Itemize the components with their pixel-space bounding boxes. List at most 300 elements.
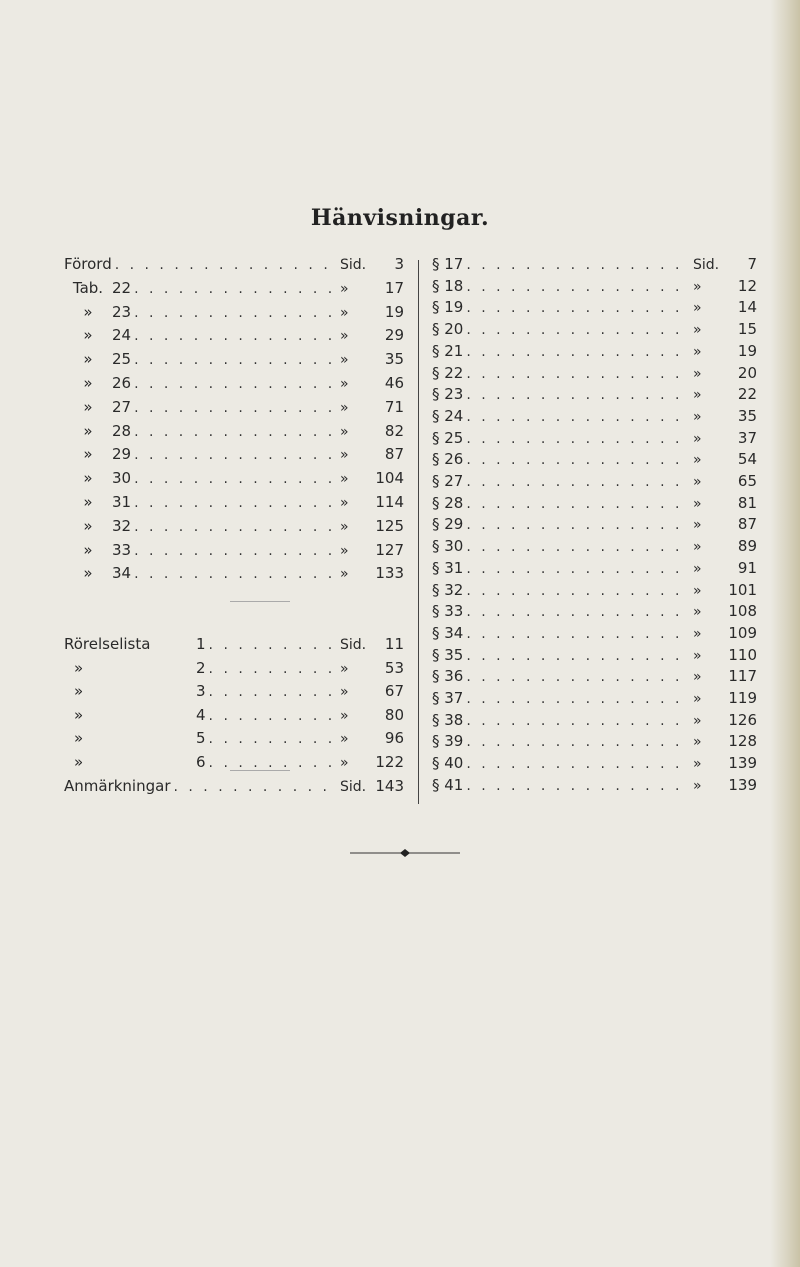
page-unit: »	[340, 566, 349, 583]
index-label	[432, 407, 463, 425]
page-unit: »	[693, 691, 702, 707]
page-unit: »	[693, 278, 702, 295]
leader-dots	[466, 366, 690, 382]
page-unit: Sid.	[340, 257, 367, 273]
index-entry: 31	[112, 493, 132, 511]
page-number: 109	[728, 623, 757, 642]
page-unit: Sid.	[693, 257, 720, 273]
page-unit: »	[693, 408, 702, 425]
index-label	[432, 646, 463, 664]
index-label	[432, 320, 463, 338]
page-number: 22	[737, 385, 757, 404]
leader-dots	[466, 756, 690, 772]
index-row	[432, 255, 757, 277]
page-number: 101	[728, 580, 757, 599]
index-row	[432, 277, 757, 299]
index-entry: 33	[112, 540, 132, 559]
index-row	[64, 635, 404, 657]
leader-dots	[209, 684, 337, 700]
index-label	[64, 777, 171, 795]
index-row	[64, 422, 404, 444]
page-unit: »	[340, 423, 349, 440]
index-entry: § 37	[432, 689, 464, 707]
index-row	[64, 303, 404, 325]
page-unit: »	[693, 300, 702, 317]
leader-dots	[134, 447, 337, 463]
ornament-divider	[350, 848, 460, 858]
page-number: 46	[384, 374, 404, 392]
index-row	[432, 776, 757, 798]
index-entry: 6	[196, 752, 206, 771]
index-label	[64, 729, 206, 747]
index-label	[64, 753, 206, 771]
page-unit: »	[340, 280, 349, 297]
index-prefix: »	[83, 421, 93, 440]
leader-dots	[466, 322, 690, 338]
index-label	[432, 754, 463, 772]
index-entry: § 33	[432, 602, 464, 621]
page-unit: »	[340, 399, 349, 416]
page-number: 133	[375, 564, 404, 583]
index-entry: § 23	[432, 385, 464, 404]
index-entry: 34	[112, 564, 132, 583]
index-row	[432, 732, 757, 754]
page-number: 125	[375, 516, 404, 535]
index-entry: 26	[112, 374, 132, 392]
index-row	[432, 385, 757, 407]
page-number: 117	[728, 667, 757, 686]
leader-dots	[466, 300, 690, 316]
leader-dots	[209, 637, 337, 653]
leader-dots	[134, 543, 337, 559]
page-unit: »	[340, 542, 349, 559]
index-prefix: Rörelselista	[64, 635, 151, 653]
page-title: Hänvisningar.	[310, 205, 490, 231]
index-entry: 22	[112, 278, 132, 297]
index-label	[64, 517, 131, 535]
page-number: 14	[737, 298, 757, 317]
page-number: 128	[728, 732, 757, 751]
page-number: 35	[737, 406, 757, 425]
leader-dots	[134, 376, 337, 392]
leader-dots	[134, 352, 337, 368]
page-unit: »	[693, 322, 702, 339]
page-number: 20	[737, 363, 757, 382]
page-number: 17	[384, 278, 404, 297]
index-prefix: »	[74, 752, 84, 771]
index-entry: § 29	[432, 515, 464, 534]
page-number: 96	[384, 729, 404, 747]
index-entry: § 20	[432, 320, 464, 339]
page-unit: »	[340, 731, 349, 747]
index-prefix: Tab.	[72, 278, 104, 297]
index-row	[432, 494, 757, 516]
page-unit: »	[693, 495, 702, 512]
index-entry: § 39	[432, 732, 464, 751]
index-label	[64, 422, 131, 440]
page-number: 126	[728, 710, 757, 729]
index-row	[64, 493, 404, 515]
index-row	[64, 682, 404, 704]
index-row	[64, 517, 404, 539]
page-unit: »	[693, 756, 702, 773]
index-prefix: »	[83, 397, 93, 416]
index-label	[432, 667, 463, 685]
index-entry: § 17	[432, 255, 464, 273]
leader-dots	[466, 583, 690, 599]
index-label	[432, 494, 463, 512]
index-label	[432, 689, 463, 707]
index-entry: § 21	[432, 341, 464, 360]
page-number: 87	[737, 515, 757, 534]
page-unit: »	[693, 625, 702, 642]
page-unit: »	[340, 304, 349, 321]
index-row	[432, 667, 757, 689]
index-label	[64, 564, 131, 582]
index-prefix: »	[83, 469, 93, 488]
index-entry: § 18	[432, 276, 464, 295]
index-label	[64, 541, 131, 559]
page-unit: »	[693, 474, 702, 490]
index-prefix: »	[83, 516, 93, 535]
index-row	[64, 659, 404, 681]
index-label	[64, 303, 131, 321]
leader-dots	[466, 496, 690, 512]
page-unit: »	[693, 712, 702, 729]
index-label	[432, 515, 463, 533]
page-unit: »	[693, 734, 702, 751]
page-number: 29	[384, 326, 404, 345]
page-unit: »	[340, 495, 349, 511]
page-unit: »	[693, 669, 702, 686]
index-entry: Förord	[64, 255, 112, 273]
page-unit: »	[693, 582, 702, 599]
index-prefix: »	[83, 564, 93, 583]
leader-dots	[466, 604, 690, 620]
page-unit: »	[693, 604, 702, 621]
leader-dots	[466, 734, 690, 750]
index-entry: § 35	[432, 645, 464, 664]
leader-dots	[174, 779, 338, 795]
index-prefix: »	[74, 658, 84, 677]
leader-dots	[466, 561, 690, 577]
index-row	[64, 350, 404, 372]
index-row	[432, 537, 757, 559]
index-label	[432, 581, 463, 599]
index-label	[432, 364, 463, 382]
index-row	[432, 624, 757, 646]
page-unit: »	[340, 660, 349, 677]
separator-line	[230, 601, 290, 602]
index-entry: § 31	[432, 558, 464, 577]
separator-line	[230, 770, 290, 771]
index-row	[64, 564, 404, 586]
page-number: 127	[375, 540, 404, 559]
leader-dots	[466, 778, 690, 794]
page-number: 108	[728, 602, 757, 621]
index-row	[64, 469, 404, 491]
index-row	[432, 689, 757, 711]
page-number: 19	[737, 341, 757, 360]
leader-dots	[134, 305, 337, 321]
leader-dots	[466, 669, 690, 685]
page-number: 7	[747, 255, 757, 273]
index-row	[432, 342, 757, 364]
index-label	[64, 326, 131, 344]
column-divider	[418, 260, 419, 804]
page-unit: »	[340, 447, 349, 464]
index-label	[432, 450, 463, 468]
index-row	[432, 450, 757, 472]
page-number: 53	[384, 658, 404, 677]
index-prefix: »	[74, 682, 84, 700]
page-unit: »	[340, 707, 349, 724]
page-number: 19	[384, 302, 404, 321]
index-entry: § 30	[432, 537, 464, 556]
page-unit: »	[340, 352, 349, 369]
index-entry: 24	[112, 326, 132, 345]
page-number: 65	[737, 472, 757, 490]
page-unit: »	[693, 387, 702, 404]
index-label	[432, 472, 463, 490]
leader-dots	[466, 257, 690, 273]
index-entry: 29	[112, 445, 132, 464]
index-label	[64, 350, 131, 368]
index-label	[432, 255, 463, 273]
index-row	[432, 646, 757, 668]
leader-dots	[466, 713, 690, 729]
page-number: 119	[728, 689, 757, 707]
index-entry: § 22	[432, 363, 464, 382]
leader-dots	[466, 539, 690, 555]
index-row	[64, 706, 404, 728]
page-unit: »	[340, 518, 349, 535]
index-row	[432, 515, 757, 537]
index-entry: 23	[112, 302, 132, 321]
index-row	[432, 559, 757, 581]
leader-dots	[209, 661, 337, 677]
index-row	[432, 429, 757, 451]
right-index-column	[432, 255, 757, 815]
index-entry: 5	[196, 729, 206, 747]
page-number: 67	[384, 682, 404, 700]
index-entry: § 26	[432, 450, 464, 469]
leader-dots	[115, 257, 337, 273]
index-label	[432, 732, 463, 750]
page-unit: »	[693, 560, 702, 577]
page-unit: »	[340, 754, 349, 771]
leader-dots	[466, 344, 690, 360]
leader-dots	[466, 279, 690, 295]
index-row	[432, 320, 757, 342]
index-row	[432, 754, 757, 776]
leader-dots	[134, 566, 337, 582]
page-number: 82	[384, 421, 404, 440]
page-unit: Sid.	[340, 637, 367, 653]
index-entry: § 19	[432, 298, 464, 317]
page-number: 15	[737, 320, 757, 339]
leader-dots	[466, 691, 690, 707]
page-number: 122	[375, 752, 404, 771]
index-entry: § 25	[432, 428, 464, 447]
index-row	[432, 581, 757, 603]
page-number: 91	[737, 558, 757, 577]
page-unit: »	[340, 376, 349, 392]
index-entry: 27	[112, 397, 132, 416]
page-number: 110	[728, 645, 757, 664]
page-number: 12	[737, 276, 757, 295]
index-row	[432, 602, 757, 624]
index-label	[64, 398, 131, 416]
index-prefix: »	[74, 705, 84, 724]
index-label	[432, 429, 463, 447]
leader-dots	[466, 409, 690, 425]
page-number: 139	[728, 775, 757, 794]
index-row	[64, 753, 404, 775]
index-entry: 30	[112, 469, 132, 488]
index-entry: § 38	[432, 710, 464, 729]
index-label	[64, 445, 131, 463]
index-label	[432, 776, 463, 794]
index-label	[64, 374, 131, 392]
index-label	[432, 277, 463, 295]
page-number: 80	[384, 705, 404, 724]
index-prefix: »	[83, 302, 93, 321]
page-edge-shadow	[770, 0, 800, 1267]
page-number: 139	[728, 754, 757, 773]
index-entry: Anmärkningar	[64, 777, 171, 795]
index-label	[432, 624, 463, 642]
index-entry: § 24	[432, 406, 464, 425]
page-unit: »	[693, 452, 702, 469]
index-label	[64, 635, 206, 653]
index-label	[64, 659, 206, 677]
index-row	[64, 541, 404, 563]
page-unit: »	[340, 684, 349, 700]
page-unit: »	[693, 647, 702, 664]
page-unit: »	[340, 471, 349, 488]
index-prefix: »	[74, 729, 84, 747]
index-row	[64, 398, 404, 420]
leader-dots	[209, 755, 337, 771]
index-prefix: »	[83, 493, 93, 511]
leader-dots	[134, 519, 337, 535]
index-entry: 32	[112, 516, 132, 535]
index-label	[64, 682, 206, 700]
index-entry: 1	[196, 635, 206, 653]
page-number: 37	[737, 428, 757, 447]
index-row	[64, 374, 404, 396]
leader-dots	[134, 471, 337, 487]
index-label	[64, 469, 131, 487]
index-entry: § 27	[432, 472, 464, 490]
page-unit: »	[693, 343, 702, 360]
leader-dots	[134, 281, 337, 297]
index-row	[432, 407, 757, 429]
leader-dots	[466, 387, 690, 403]
index-label	[64, 493, 131, 511]
index-row	[64, 326, 404, 348]
index-label	[432, 602, 463, 620]
leader-dots	[466, 626, 690, 642]
leader-dots	[209, 731, 337, 747]
index-row	[432, 711, 757, 733]
page-number: 54	[737, 450, 757, 469]
left-index-column	[64, 255, 404, 815]
index-prefix: »	[83, 445, 93, 464]
page-number: 11	[384, 635, 404, 653]
page-number: 87	[384, 445, 404, 464]
leader-dots	[466, 431, 690, 447]
page-unit: »	[693, 777, 702, 794]
page-number: 114	[375, 493, 404, 511]
index-entry: 28	[112, 421, 132, 440]
leader-dots	[466, 452, 690, 468]
index-row	[64, 279, 404, 301]
index-row	[432, 298, 757, 320]
page-number: 89	[737, 537, 757, 556]
page-unit: »	[340, 328, 349, 345]
index-prefix: »	[83, 326, 93, 345]
leader-dots	[209, 708, 337, 724]
index-prefix: »	[83, 350, 93, 369]
index-label	[432, 298, 463, 316]
index-label	[432, 537, 463, 555]
index-label	[64, 706, 206, 724]
leader-dots	[466, 517, 690, 533]
page-unit: »	[693, 430, 702, 447]
leader-dots	[134, 328, 337, 344]
leader-dots	[134, 424, 337, 440]
index-entry: 4	[196, 705, 206, 724]
page-number: 3	[394, 255, 404, 273]
page-number: 35	[384, 350, 404, 369]
index-label	[432, 559, 463, 577]
index-label	[64, 255, 112, 273]
leader-dots	[466, 474, 690, 490]
index-row	[64, 729, 404, 751]
page-number: 104	[375, 469, 404, 488]
index-prefix: »	[83, 374, 93, 392]
page-unit: »	[693, 517, 702, 534]
index-entry: § 36	[432, 667, 464, 686]
page-number: 143	[375, 777, 404, 795]
index-row	[432, 472, 757, 494]
page-unit: »	[693, 539, 702, 556]
leader-dots	[134, 495, 337, 511]
index-entry: § 28	[432, 493, 464, 512]
index-label	[432, 711, 463, 729]
index-entry: § 32	[432, 580, 464, 599]
index-row	[64, 255, 404, 277]
index-entry: § 41	[432, 775, 464, 794]
index-label	[64, 279, 131, 297]
page-unit: Sid.	[340, 779, 367, 795]
page-number: 71	[384, 397, 404, 416]
index-row	[64, 445, 404, 467]
index-entry: § 34	[432, 623, 464, 642]
page-number: 81	[737, 493, 757, 512]
leader-dots	[134, 400, 337, 416]
index-prefix: »	[83, 540, 93, 559]
page-unit: »	[693, 365, 702, 382]
index-entry: 25	[112, 350, 132, 369]
index-label	[432, 385, 463, 403]
index-entry: § 40	[432, 754, 464, 773]
index-entry: 3	[196, 682, 206, 700]
index-row	[432, 364, 757, 386]
index-entry: 2	[196, 658, 206, 677]
